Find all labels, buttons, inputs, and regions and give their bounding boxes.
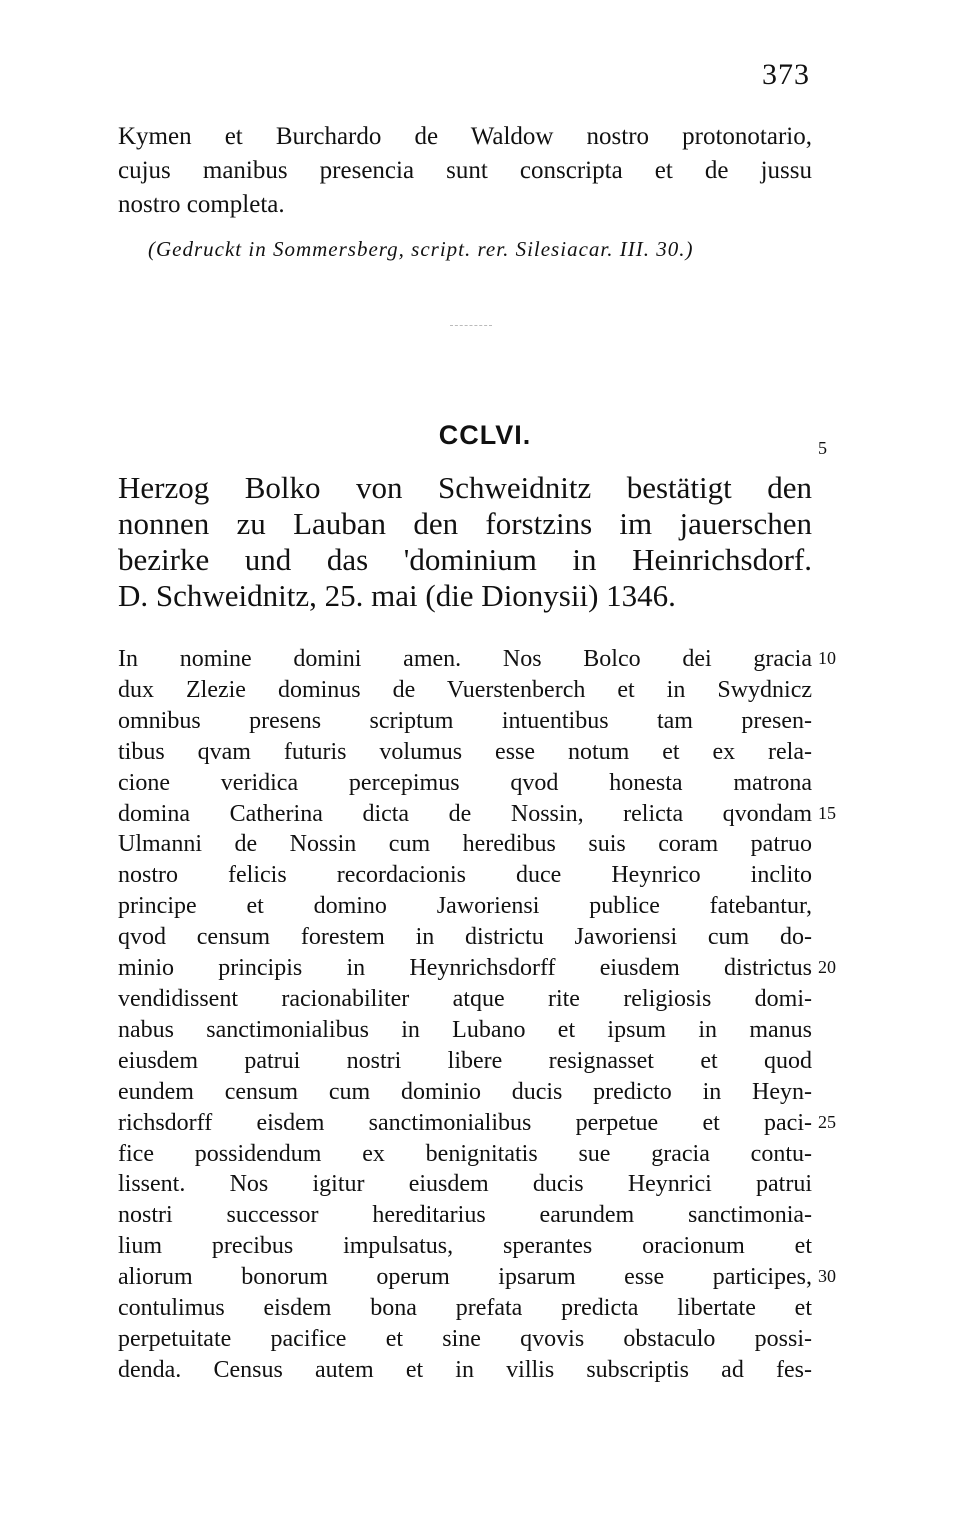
section-divider — [450, 325, 492, 326]
body-line: Ulmanni de Nossin cum heredibus suis coram patruo — [118, 831, 812, 858]
margin-line-number: 30 — [818, 1266, 836, 1286]
body-line: dux Zlezie dominus de Vuerstenberch et in Swydnicz — [118, 676, 812, 703]
margin-line-number: 10 — [818, 648, 836, 668]
body-line: nabus sanctimonialibus in Lubano et ipsum in manus — [118, 1016, 812, 1043]
margin-line-number: 15 — [818, 802, 836, 823]
body-line: nostri successor hereditarius earundem sanctimonia- — [118, 1202, 812, 1229]
body-line: omnibus presens scriptum intuentibus tam presen- — [118, 707, 812, 734]
heading-line: Herzog Bolko von Schweidnitz bestätigt den — [118, 470, 812, 505]
body-line: cione veridica percepimus qvod honesta matrona — [118, 769, 812, 796]
document-heading — [118, 470, 812, 614]
heading-line: bezirke und das 'dominium in Heinrichsdorf. — [118, 542, 812, 577]
body-line: denda. Census autem et in villis subscriptis ad fes- — [118, 1356, 812, 1383]
body-line: contulimus eisdem bona prefata predicta libertate et — [118, 1295, 812, 1322]
source-note: (Gedruckt in Sommersberg, script. rer. Silesiacar. III. 30.) — [148, 237, 694, 261]
body-line: nostro felicis recordacionis duce Heynrico inclito — [118, 862, 812, 889]
body-line: qvod censum forestem in districtu Jaworiensi cum do- — [118, 924, 812, 951]
body-line: minio principis in Heynrichsdorff eiusdem districtus — [118, 955, 812, 982]
body-line: In nomine domini amen. Nos Bolco dei gracia — [118, 646, 812, 672]
document-body — [118, 644, 812, 1386]
continuation-paragraph — [118, 120, 812, 222]
body-line: domina Catherina dicta de Nossin, relicta qvondam — [118, 800, 812, 827]
page-number: 373 — [762, 58, 810, 91]
text-line: cujus manibus presencia sunt conscripta et de jussu — [118, 157, 812, 184]
body-line: tibus qvam futuris volumus esse notum et ex rela- — [118, 738, 812, 765]
body-line: eiusdem patrui nostri libere resignasset et quod — [118, 1047, 812, 1074]
body-line: eundem censum cum dominio ducis predicto in Heyn- — [118, 1078, 812, 1105]
text-line: nostro completa. — [118, 191, 285, 218]
body-line: vendidissent racionabiliter atque rite religiosis domi- — [118, 985, 812, 1012]
body-line: principe et domino Jaworiensi publice fatebantur, — [118, 893, 812, 920]
document-number: CCLVI. — [438, 420, 532, 450]
body-line: perpetuitate pacifice et sine qvovis obstaculo possi- — [118, 1325, 812, 1352]
heading-dateline: D. Schweidnitz, 25. mai (die Dionysii) 1346. — [118, 578, 676, 613]
heading-line: nonnen zu Lauban den forstzins im jauerschen — [118, 506, 812, 541]
text-line: Kymen et Burchardo de Waldow nostro protonotario, — [118, 123, 812, 150]
body-line: lissent. Nos igitur eiusdem ducis Heynrici patrui — [118, 1171, 812, 1198]
body-line: fice possidendum ex benignitatis sue gracia contu- — [118, 1140, 812, 1167]
margin-line-number: 20 — [818, 957, 836, 977]
body-line: lium precibus impulsatus, sperantes oracionum et — [118, 1233, 812, 1260]
margin-line-number: 25 — [818, 1111, 836, 1132]
margin-line-number: 5 — [818, 438, 827, 458]
body-line: richsdorff eisdem sanctimonialibus perpetue et paci- — [118, 1109, 812, 1136]
body-line: aliorum bonorum operum ipsarum esse participes, — [118, 1264, 812, 1291]
